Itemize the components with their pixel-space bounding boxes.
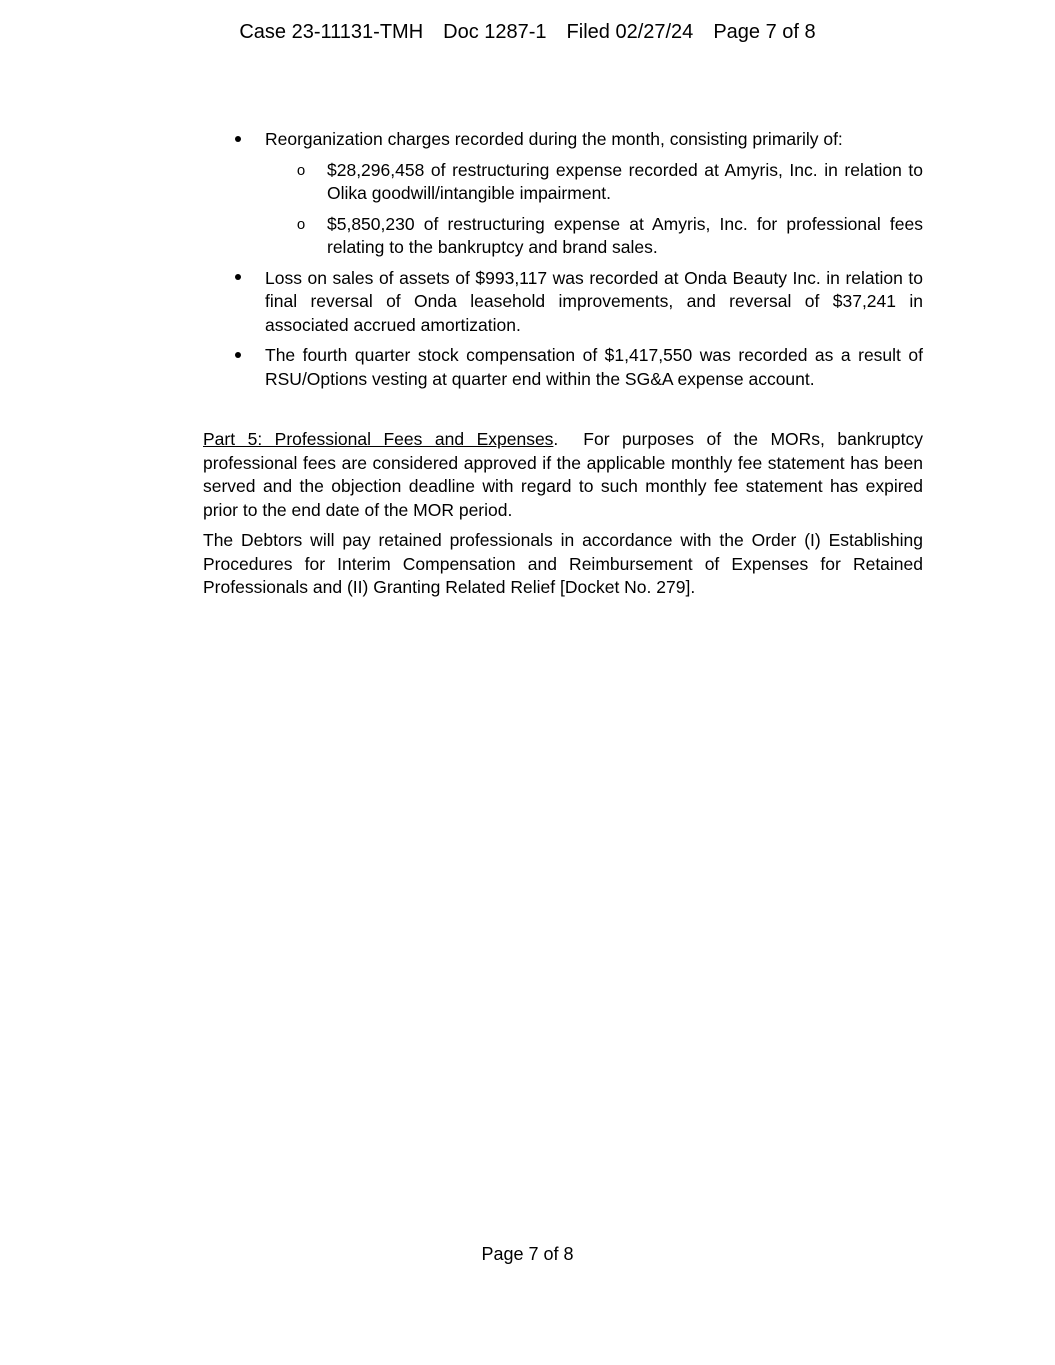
bullet-icon bbox=[233, 267, 243, 291]
document-body bbox=[203, 128, 923, 607]
bullet-item-reorganization bbox=[203, 128, 923, 260]
hollow-circle-icon: o bbox=[296, 161, 306, 179]
sub-bullet-text: $5,850,230 of restructuring expense at Amyris, Inc. for professional fees relating to the bankruptcy and brand sales. bbox=[327, 213, 923, 257]
filed-date: Filed 02/27/24 bbox=[566, 21, 694, 43]
header-page-number: Page 7 of 8 bbox=[713, 21, 816, 43]
sub-bullet-text: $28,296,458 of restructuring expense recorded at Amyris, Inc. in relation to Olika goodwill/intangible impairment. bbox=[327, 159, 923, 203]
sub-bullet-list bbox=[265, 159, 923, 260]
part5-paragraph bbox=[203, 428, 923, 522]
bullet-text: Loss on sales of assets of $993,117 was recorded at Onda Beauty Inc. in relation to final reversal of Onda leasehold improvements, and reversal of $37,241 in associated accrued amortization. bbox=[265, 267, 923, 335]
part5-heading: Part 5: Professional Fees and Expenses bbox=[203, 429, 554, 449]
filing-header bbox=[0, 18, 1055, 46]
case-number: Case 23-11131-TMH bbox=[239, 21, 424, 43]
doc-number: Doc 1287-1 bbox=[443, 21, 547, 43]
footer-page-number: Page 7 of 8 bbox=[481, 1244, 574, 1264]
part5-text: For purposes of the MORs, bankruptcy professional fees are considered approved if the applicable monthly fee statement has been served and the objection deadline with regard to such monthly fee statement has expired prior to the end date of the MOR period. bbox=[203, 429, 923, 520]
debtors-paragraph: The Debtors will pay retained professionals in accordance with the Order (I) Establishing Procedures for Interim Compensation and Reimbursement of Expenses for Retained Professionals and (II) Granting Related Relief [Docket No. 279]. bbox=[203, 530, 923, 597]
bullet-icon bbox=[233, 128, 243, 152]
bullet-text: The fourth quarter stock compensation of $1,417,550 was recorded as a result of RSU/Options vesting at quarter end within the SG&A expense account. bbox=[265, 345, 923, 389]
bullet-item-stock-compensation bbox=[203, 344, 923, 391]
hollow-circle-icon: o bbox=[296, 215, 306, 233]
sub-bullet-item-olika bbox=[265, 159, 923, 206]
bullet-icon bbox=[233, 344, 243, 368]
notes-bullet-list bbox=[203, 128, 923, 391]
part5-heading-suffix: . bbox=[553, 429, 559, 449]
bullet-text: Reorganization charges recorded during the month, consisting primarily of: bbox=[265, 129, 843, 149]
bullet-item-loss-on-sales bbox=[203, 267, 923, 338]
sub-bullet-item-professional-fees bbox=[265, 213, 923, 260]
